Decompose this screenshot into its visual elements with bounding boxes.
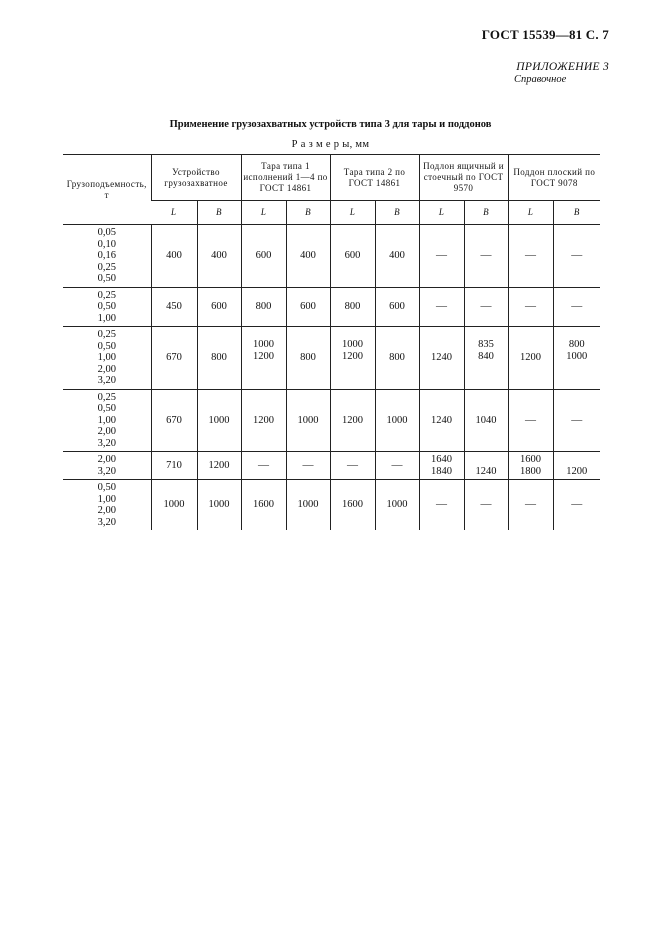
table-cell: — bbox=[330, 452, 375, 480]
table-cell: — bbox=[553, 225, 600, 288]
header-box-pallet: Подлон ящичный и стоечный по ГОСТ 9570 bbox=[419, 155, 508, 201]
table-cell: 600 bbox=[286, 287, 330, 327]
specification-table bbox=[63, 154, 600, 530]
table-cell: 400 bbox=[375, 225, 419, 288]
table-cell: 1000 1200 bbox=[330, 327, 375, 390]
capacity-cell: 0,25 0,50 1,00 2,00 3,20 bbox=[63, 327, 151, 390]
table-cell: 1000 bbox=[197, 480, 241, 531]
table-header-row bbox=[63, 155, 600, 201]
table-cell: 1000 bbox=[375, 389, 419, 452]
table-cell: 670 bbox=[151, 327, 197, 390]
table-cell: 1040 bbox=[464, 389, 508, 452]
table-title: Применение грузозахватных устройств типа 3 для тары и поддонов bbox=[169, 119, 492, 130]
table-cell: 670 bbox=[151, 389, 197, 452]
table-cell: — bbox=[553, 480, 600, 531]
subheader-b: B bbox=[286, 201, 330, 225]
table-row bbox=[63, 452, 600, 480]
table-row bbox=[63, 287, 600, 327]
header-tare-type-2: Тара типа 2 по ГОСТ 14861 bbox=[330, 155, 419, 201]
table-cell: 400 bbox=[286, 225, 330, 288]
capacity-cell: 0,25 0,50 1,00 bbox=[63, 287, 151, 327]
table-cell: 800 1000 bbox=[553, 327, 600, 390]
appendix-label: ПРИЛОЖЕНИЕ 3 bbox=[516, 61, 609, 73]
table-cell: 600 bbox=[330, 225, 375, 288]
table-cell: 1000 bbox=[286, 389, 330, 452]
table-row bbox=[63, 225, 600, 288]
subheader-b: B bbox=[197, 201, 241, 225]
table-cell: 1240 bbox=[464, 452, 508, 480]
table-cell: 1640 1840 bbox=[419, 452, 464, 480]
table-cell: 835 840 bbox=[464, 327, 508, 390]
table-cell: 1600 bbox=[330, 480, 375, 531]
table-cell: — bbox=[553, 287, 600, 327]
table-cell: 1200 bbox=[241, 389, 286, 452]
table-cell: 1600 bbox=[241, 480, 286, 531]
header-capacity: Грузоподъемность, т bbox=[63, 155, 151, 225]
subheader-l: L bbox=[508, 201, 553, 225]
table-cell: 1000 bbox=[151, 480, 197, 531]
table-cell: 710 bbox=[151, 452, 197, 480]
table-cell: — bbox=[241, 452, 286, 480]
subheader-b: B bbox=[553, 201, 600, 225]
table-cell: 600 bbox=[197, 287, 241, 327]
table-cell: — bbox=[419, 225, 464, 288]
subheader-l: L bbox=[419, 201, 464, 225]
table-cell: — bbox=[553, 389, 600, 452]
table-cell: 1000 bbox=[286, 480, 330, 531]
table-cell: — bbox=[508, 287, 553, 327]
table-cell: 1000 1200 bbox=[241, 327, 286, 390]
capacity-cell: 2,00 3,20 bbox=[63, 452, 151, 480]
header-flat-pallet: Поддон плоский по ГОСТ 9078 bbox=[508, 155, 600, 201]
table-cell: — bbox=[508, 225, 553, 288]
table-cell: 1000 bbox=[375, 480, 419, 531]
table-cell: 1200 bbox=[197, 452, 241, 480]
document-number: ГОСТ 15539—81 С. 7 bbox=[481, 27, 609, 42]
table-cell: 1600 1800 bbox=[508, 452, 553, 480]
capacity-cell: 0,25 0,50 1,00 2,00 3,20 bbox=[63, 389, 151, 452]
table-cell: — bbox=[419, 287, 464, 327]
subheader-l: L bbox=[241, 201, 286, 225]
table-cell: 600 bbox=[375, 287, 419, 327]
capacity-cell: 0,50 1,00 2,00 3,20 bbox=[97, 482, 116, 528]
table-row bbox=[63, 389, 600, 452]
subheader-b: B bbox=[375, 201, 419, 225]
table-cell: — bbox=[286, 452, 330, 480]
subheader-l: L bbox=[151, 201, 197, 225]
subheader-b: B bbox=[464, 201, 508, 225]
table-cell: 1200 bbox=[330, 389, 375, 452]
table-cell: 800 bbox=[286, 327, 330, 390]
table-cell: — bbox=[508, 480, 553, 531]
table-row bbox=[63, 480, 600, 531]
table-cell: 400 bbox=[197, 225, 241, 288]
appendix-status: Справочное bbox=[514, 74, 567, 85]
table-cell: 600 bbox=[241, 225, 286, 288]
table-cell: — bbox=[419, 480, 464, 531]
table-cell: — bbox=[508, 389, 553, 452]
table-cell: — bbox=[375, 452, 419, 480]
table-cell: 800 bbox=[241, 287, 286, 327]
table-cell: 1000 bbox=[197, 389, 241, 452]
subheader-l: L bbox=[330, 201, 375, 225]
table-cell: 1200 bbox=[508, 327, 553, 390]
table-row bbox=[63, 327, 600, 390]
table-cell: 1240 bbox=[419, 327, 464, 390]
header-device: Устройство грузозахватное bbox=[151, 155, 241, 201]
dimensions-label: Р а з м е р ы, мм bbox=[291, 139, 370, 150]
table-cell: 1200 bbox=[553, 452, 600, 480]
table-cell: — bbox=[464, 480, 508, 531]
table-cell: 800 bbox=[375, 327, 419, 390]
table-cell: 800 bbox=[330, 287, 375, 327]
table-cell: 1240 bbox=[419, 389, 464, 452]
table-cell: — bbox=[464, 225, 508, 288]
table-cell: 800 bbox=[197, 327, 241, 390]
table-cell: 400 bbox=[151, 225, 197, 288]
header-tare-type-1: Тара типа 1 исполнений 1—4 по ГОСТ 14861 bbox=[241, 155, 330, 201]
table-cell: 450 bbox=[151, 287, 197, 327]
capacity-cell: 0,05 0,10 0,16 0,25 0,50 bbox=[63, 225, 151, 288]
table-cell: — bbox=[464, 287, 508, 327]
